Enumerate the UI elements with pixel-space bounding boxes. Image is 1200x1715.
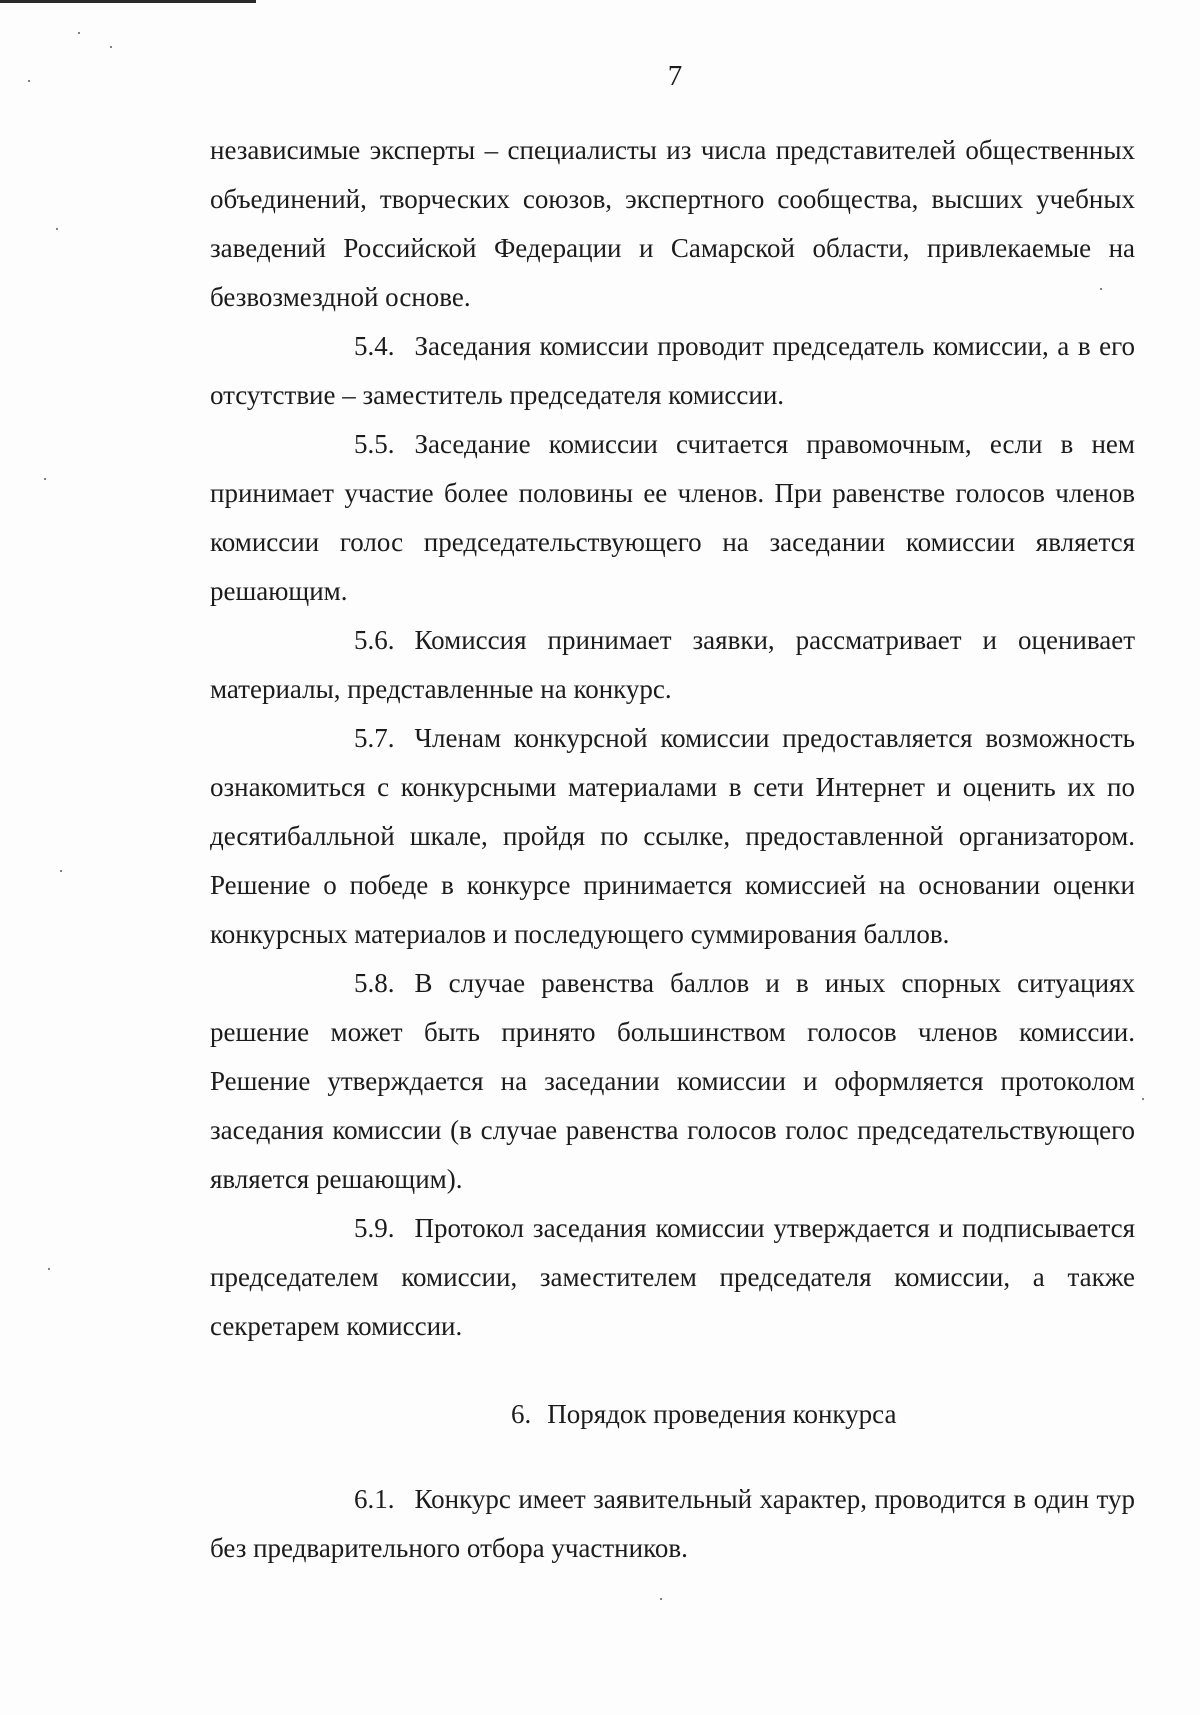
clause-text: Комиссия принимает заявки, рассматривает и оценивает материалы, представленные на конкурс. xyxy=(210,625,1135,704)
clause-number: 5.9. xyxy=(354,1213,395,1243)
clause-number: 5.8. xyxy=(354,968,395,998)
clause-number: 5.6. xyxy=(354,625,395,655)
clause-number: 5.5. xyxy=(354,429,395,459)
clause-5-9 xyxy=(210,1204,1135,1351)
section-heading xyxy=(210,1390,1135,1439)
clause-text: Членам конкурсной комиссии предоставляется возможность ознакомиться с конкурсными материалами в сети Интернет и оценить их по десятибалльной шкале, пройдя по ссылке, предоставленной организатором. Решение о победе в конкурсе принимается комиссией на основании оценки конкурсных материалов и последующего суммирования баллов. xyxy=(210,723,1135,949)
scan-speck xyxy=(60,870,62,872)
section-title: Порядок проведения конкурса xyxy=(547,1399,897,1429)
intro-paragraph: независимые эксперты – специалисты из числа представителей общественных объединений, творческих союзов, экспертного сообщества, высших учебных заведений Российской Федерации и Самарской области, привлекаемые на безвозмездной основе. xyxy=(210,135,1135,312)
scan-speck xyxy=(1142,1098,1144,1100)
clause-5-5 xyxy=(210,420,1135,616)
clause-5-8 xyxy=(210,959,1135,1204)
clause-text: Заседание комиссии считается правомочным, если в нем принимает участие более половины ее членов. При равенстве голосов членов комиссии голос председательствующего на заседании комиссии является решающим. xyxy=(210,429,1135,606)
scan-speck xyxy=(56,228,58,230)
clause-number: 6.1. xyxy=(354,1484,395,1514)
scan-speck xyxy=(660,1598,662,1600)
clause-text: Конкурс имеет заявительный характер, проводится в один тур без предварительного отбора участников. xyxy=(210,1484,1135,1563)
clause-number: 5.4. xyxy=(354,331,395,361)
scan-speck xyxy=(44,478,46,480)
clause-text: В случае равенства баллов и в иных спорных ситуациях решение может быть принято большинством голосов членов комиссии. Решение утверждается на заседании комиссии и оформляется протоколом заседания комиссии (в случае равенства голосов голос председательствующего является решающим). xyxy=(210,968,1135,1194)
section-number: 6. xyxy=(511,1399,532,1429)
clause-text: Заседания комиссии проводит председатель комиссии, а в его отсутствие – заместитель председателя комиссии. xyxy=(210,331,1135,410)
clause-5-7 xyxy=(210,714,1135,959)
clause-text: Протокол заседания комиссии утверждается и подписывается председателем комиссии, заместителем председателя комиссии, а также секретарем комиссии. xyxy=(210,1213,1135,1341)
clause-5-6 xyxy=(210,616,1135,714)
scan-speck xyxy=(78,32,80,34)
clause-number: 5.7. xyxy=(354,723,395,753)
scan-speck xyxy=(48,1268,50,1270)
document-body xyxy=(210,126,1135,1573)
clause-6-1 xyxy=(210,1475,1135,1573)
clause-5-4 xyxy=(210,322,1135,420)
scan-speck xyxy=(110,46,112,48)
page-number: 7 xyxy=(667,60,683,92)
page-top-rule xyxy=(0,0,256,3)
